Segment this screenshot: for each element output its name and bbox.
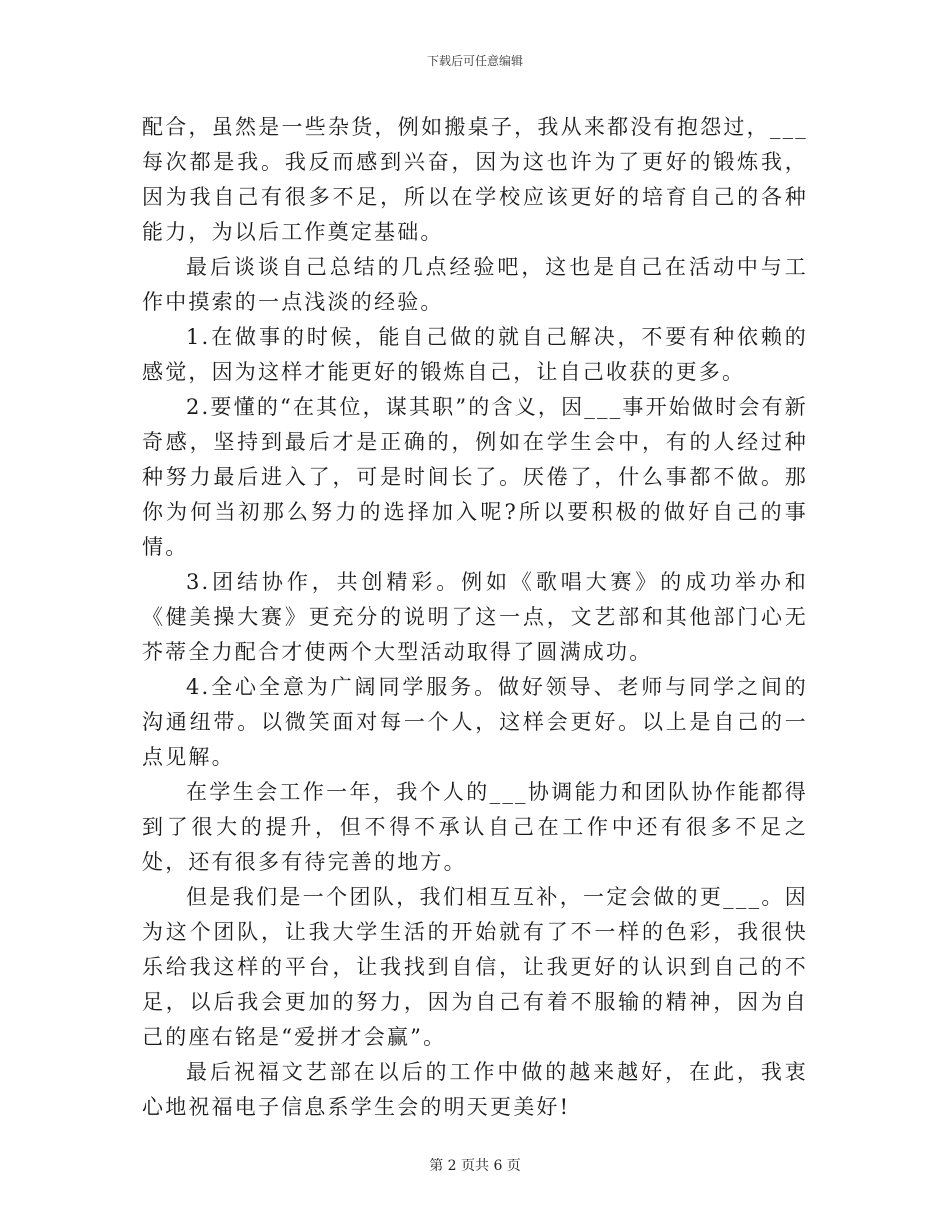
paragraph-point-4: 4.全心全意为广阔同学服务。做好领导、老师与同学之间的沟通纽带。以微笑面对每一个人，这样会更好。以上是自己的一点见解。 bbox=[142, 675, 808, 769]
paragraph-team: 但是我们是一个团队，我们相互互补，一定会做的更___。因为这个团队，让我大学生活的开始就有了不一样的色彩，我很快乐给我这样的平台，让我找到自信，让我更好的认识到自己的不足，以后我会更加的努力，因为自己有着不服输的精神，因为自己的座右铭是“爱拼才会赢”。 bbox=[142, 885, 808, 1049]
paragraph-experience-intro: 最后谈谈自己总结的几点经验吧，这也是自己在活动中与工作中摸索的一点浅淡的经验。 bbox=[142, 255, 808, 314]
page-footer: 第 2 页共 6 页 bbox=[429, 1158, 521, 1174]
paragraph-blessing: 最后祝福文艺部在以后的工作中做的越来越好，在此，我衷心地祝福电子信息系学生会的明天更美好! bbox=[142, 1060, 808, 1119]
paragraph-point-2: 2.要懂的“在其位，谋其职”的含义，因___事开始做时会有新奇感，坚持到最后才是正确的，例如在学生会中，有的人经过种种努力最后进入了，可是时间长了。厌倦了，什么事都不做。那你为何当初那么努力的选择加入呢?所以要积极的做好自己的事情。 bbox=[142, 395, 809, 559]
page-header: 下载后可任意编辑 bbox=[426, 54, 523, 68]
paragraph-continuation: 配合，虽然是一些杂货，例如搬桌子，我从来都没有抱怨过，___每次都是我。我反而感到兴奋，因为这也许为了更好的锻炼我，因为我自己有很多不足，所以在学校应该更好的培育自己的各种能力，为以后工作奠定基础。 bbox=[142, 115, 808, 244]
paragraph-one-year-review: 在学生会工作一年，我个人的___协调能力和团队协作能都得到了很大的提升，但不得不承认自己在工作中还有很多不足之处，还有很多有待完善的地方。 bbox=[142, 780, 808, 874]
paragraph-point-3: 3.团结协作，共创精彩。例如《歌唱大赛》的成功举办和《健美操大赛》更充分的说明了这一点，文艺部和其他部门心无芥蒂全力配合才使两个大型活动取得了圆满成功。 bbox=[142, 570, 808, 664]
paragraph-point-1: 1.在做事的时候，能自己做的就自己解决，不要有种依赖的感觉，因为这样才能更好的锻炼自己，让自己收获的更多。 bbox=[142, 325, 808, 384]
document-body bbox=[142, 110, 808, 1125]
